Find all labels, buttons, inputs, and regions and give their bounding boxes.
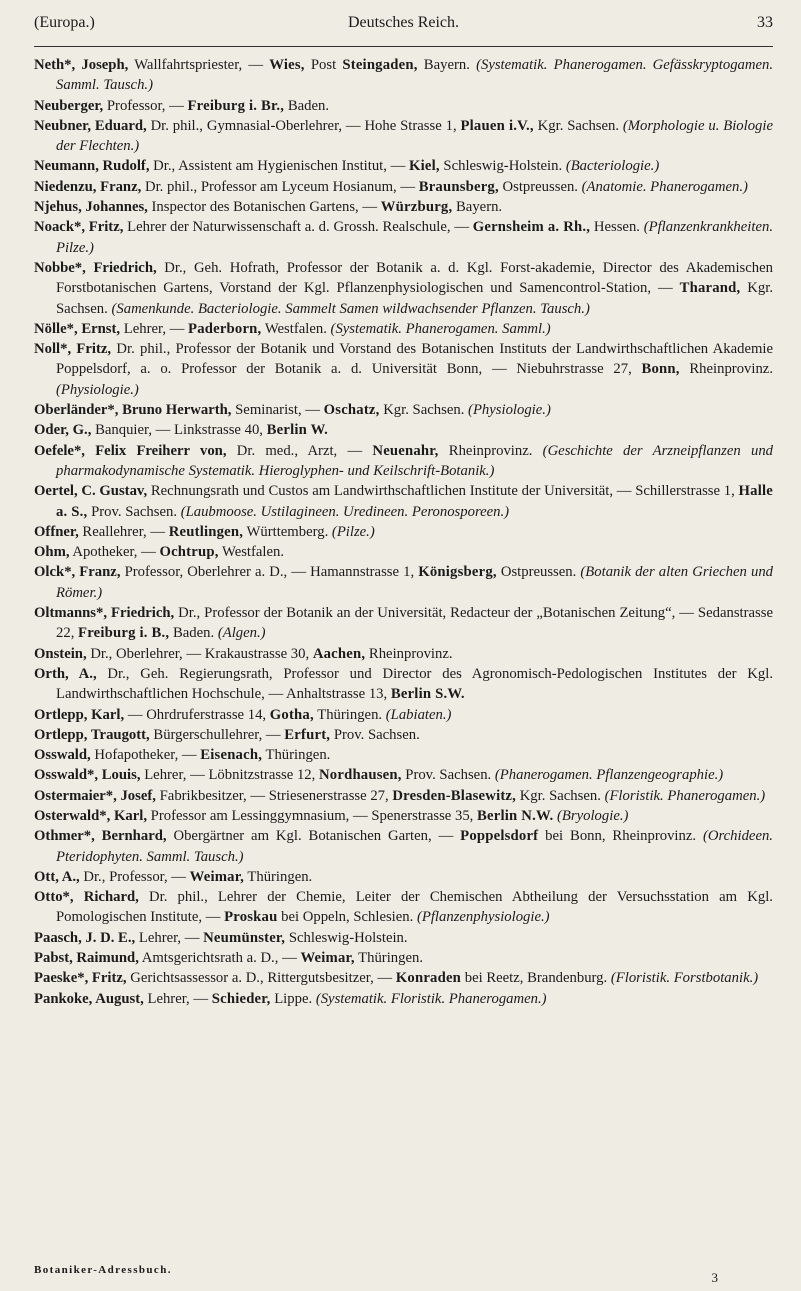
region-label: (Europa.): [34, 14, 95, 31]
directory-entry: [34, 928, 773, 948]
entry-text: Lehrer, —: [143, 990, 212, 1007]
entry-text: Dr. phil., Professor der Botanik und Vorstand des Botanischen Instituts der Landwirthschaftlichen Akademie Poppelsdorf, a. o. Professor der Botanik a. d. Universität Bonn, — Niebuhrstrasse 27,: [56, 341, 774, 378]
entry-text: Fabrikbesitzer, — Striesenerstrasse 27,: [155, 787, 393, 804]
entry-name: Oefele*, Felix Freiherr von,: [34, 442, 227, 459]
entry-name: Onstein,: [34, 645, 87, 662]
entry-text: Seminarist, —: [231, 402, 324, 419]
entry-name: Niedenzu, Franz,: [34, 178, 142, 195]
entry-name: Njehus, Johannes,: [34, 199, 148, 216]
directory-entry: [34, 116, 773, 157]
entry-name: Ortlepp, Traugott,: [34, 726, 150, 743]
entry-text: Ostpreussen.: [496, 564, 581, 581]
entry-name: Osswald*, Louis,: [34, 767, 141, 784]
entry-specialty: (Botanik der alten Griechen und Römer.): [56, 564, 774, 601]
directory-entry: [34, 481, 773, 522]
entry-text: Kgr. Sachsen.: [379, 402, 469, 419]
entry-specialty: (Labiaten.): [385, 706, 452, 723]
entry-place: Poppelsdorf: [460, 828, 539, 845]
entry-place: Freiburg i. B.,: [78, 625, 170, 642]
entry-name: Noack*, Fritz,: [34, 219, 124, 236]
entry-place: Gernsheim a. Rh.,: [472, 219, 591, 236]
directory-entry: [34, 989, 773, 1009]
entry-text: Professor, —: [103, 97, 188, 114]
entry-text: Baden.: [284, 97, 330, 114]
entry-specialty: (Laubmoose. Ustilagineen. Uredineen. Peronosporeen.): [180, 503, 510, 520]
entry-place: Weimar,: [300, 950, 355, 967]
entry-text: Gerichtsassessor a. D., Rittergutsbesitzer, —: [126, 970, 396, 987]
entry-text: Bayern.: [417, 57, 477, 73]
entry-text: Reallehrer, —: [78, 523, 169, 540]
entry-specialty: (Geschichte der Arzneipflanzen und pharmakodynamische Systematik. Hieroglyphen- und Keilschrift-Botanik.): [56, 442, 774, 479]
directory-entry: [34, 339, 773, 400]
entry-text: Ostpreussen.: [498, 178, 582, 195]
entry-place: Berlin W.: [266, 422, 329, 439]
entry-place: Halle a. S.,: [56, 483, 773, 520]
directory-entry: [34, 644, 773, 664]
directory-entry: [34, 400, 773, 420]
entry-text: Amtsgerichtsrath a. D., —: [138, 950, 301, 967]
entry-place: Neuenahr,: [372, 442, 439, 459]
entry-text: Schleswig-Holstein.: [285, 929, 408, 946]
entry-text: Prov. Sachsen.: [401, 767, 495, 784]
page-header: [34, 14, 773, 40]
entry-text: Inspector des Botanischen Gartens, —: [147, 199, 381, 216]
entry-specialty: (Samenkunde. Bacteriologie. Sammelt Samen wildwachsender Pflanzen. Tausch.): [111, 300, 590, 317]
entry-text: Dr. med., Arzt, —: [226, 442, 373, 459]
entry-place: Freiburg i. Br.,: [187, 97, 285, 114]
entry-name: Olck*, Franz,: [34, 564, 121, 581]
entry-name: Nölle*, Ernst,: [34, 320, 121, 337]
entry-specialty: (Systematik. Floristik. Phanerogamen.): [315, 990, 547, 1007]
entry-place: Neumünster,: [203, 929, 286, 946]
entry-place: Eisenach,: [200, 747, 263, 764]
entry-text: Lippe.: [270, 990, 316, 1007]
directory-entry: [34, 562, 773, 603]
entry-specialty: (Pflanzenphysiologie.): [416, 909, 550, 926]
directory-entry: [34, 542, 773, 562]
entry-text: Thüringen.: [354, 950, 423, 967]
directory-entry: [34, 96, 773, 116]
entry-place: Proskau: [224, 909, 278, 926]
directory-entry: [34, 258, 773, 319]
entry-name: Ortlepp, Karl,: [34, 706, 125, 723]
directory-entry: [34, 55, 773, 96]
entry-place: Bonn,: [641, 361, 680, 378]
entry-text: bei Oppeln, Schlesien.: [277, 909, 417, 926]
directory-entry: [34, 806, 773, 826]
entry-name: Orth, A.,: [34, 665, 97, 682]
entry-specialty: (Physiologie.): [468, 402, 551, 419]
entry-text: Rheinprovinz.: [365, 645, 453, 662]
entry-place: Ochtrup,: [159, 544, 219, 561]
entry-name: Ott, A.,: [34, 868, 80, 885]
entry-text: Lehrer, — Löbnitzstrasse 12,: [140, 767, 319, 784]
entry-text: Obergärtner am Kgl. Botanischen Garten, —: [166, 828, 461, 845]
entry-text: Dr., Assistent am Hygienischen Institut, —: [149, 158, 409, 175]
entry-place: Konraden: [395, 970, 462, 987]
entry-name: Oertel, C. Gustav,: [34, 483, 148, 500]
page-footer: [34, 1264, 773, 1286]
entry-name: Pankoke, August,: [34, 990, 144, 1007]
entry-specialty: (Bacteriologie.): [565, 158, 660, 175]
entry-place: Tharand,: [679, 280, 741, 297]
entry-text: Thüringen.: [313, 706, 386, 723]
entry-text: bei Bonn, Rheinprovinz.: [538, 828, 703, 845]
directory-entry: [34, 177, 773, 197]
directory-entry: [34, 725, 773, 745]
entry-text: Professor, Oberlehrer a. D., — Hamannstrasse 1,: [120, 564, 419, 581]
entry-specialty: (Systematik. Phanerogamen. Samml.): [330, 320, 551, 337]
entry-text: Hessen.: [590, 219, 644, 236]
entry-text: Professor am Lessinggymnasium, — Spenerstrasse 35,: [147, 807, 478, 824]
entry-text: Dr., Geh. Regierungsrath, Professor und Director des Agronomisch-Pedologischen Institutes der Kgl. Landwirthschaftlichen Hochschule, — Anhaltstrasse 13,: [56, 665, 773, 703]
entry-specialty: (Floristik. Phanerogamen.): [604, 787, 766, 804]
entry-text: Apotheker, —: [69, 544, 160, 561]
directory-entry: [34, 156, 773, 176]
entry-name: Neubner, Eduard,: [34, 117, 147, 134]
directory-entry: [34, 664, 773, 705]
entry-name: Neth*, Joseph,: [34, 57, 129, 73]
directory-entry: [34, 441, 773, 482]
entry-name: Osterwald*, Karl,: [34, 807, 147, 824]
entry-place: Oschatz,: [323, 402, 380, 419]
entry-name: Ohm,: [34, 544, 70, 561]
entry-text: Schleswig-Holstein.: [439, 158, 566, 175]
entry-place: Weimar,: [189, 868, 244, 885]
entry-text: Wallfahrtspriester, —: [128, 57, 270, 73]
entry-name: Paasch, J. D. E.,: [34, 929, 136, 946]
directory-entry: [34, 217, 773, 258]
entry-place: Nordhausen,: [319, 767, 402, 784]
entry-place: Aachen,: [312, 645, 366, 662]
directory-entry: [34, 603, 773, 644]
entry-place: Gotha,: [269, 706, 314, 723]
directory-entry: [34, 826, 773, 867]
entry-text: Bürgerschullehrer, —: [149, 726, 285, 743]
directory-entry: [34, 867, 773, 887]
entry-text: Bayern.: [452, 199, 503, 216]
entry-text: Kgr. Sachsen.: [56, 280, 773, 317]
entry-text: Dr., Professor, —: [79, 868, 190, 885]
entry-text: Dr. phil., Professor am Lyceum Hosianum, —: [141, 178, 419, 195]
entry-text: Lehrer der Naturwissenschaft a. d. Grossh. Realschule, —: [123, 219, 473, 236]
entry-text: Rheinprovinz.: [679, 361, 773, 378]
entry-name: Noll*, Fritz,: [34, 341, 112, 358]
entry-specialty: (Bryologie.): [557, 807, 629, 824]
entry-specialty: (Algen.): [217, 625, 266, 642]
directory-entry: [34, 420, 773, 440]
entry-name: Osswald,: [34, 747, 91, 764]
entry-text: Dr. phil., Gymnasial-Oberlehrer, — Hohe Strasse 1,: [146, 117, 461, 134]
running-title: Deutsches Reich.: [347, 14, 460, 31]
entry-place: Braunsberg,: [418, 178, 499, 195]
entry-text: Lehrer, —: [135, 929, 204, 946]
entry-text: Lehrer, —: [120, 320, 189, 337]
entry-text: Dr., Oberlehrer, — Krakaustrasse 30,: [86, 645, 313, 662]
entry-name: Neumann, Rudolf,: [34, 158, 150, 175]
entry-text: Rechnungsrath und Custos am Landwirthschaftlichen Institute der Universität, — Schillerstrasse 1,: [147, 483, 739, 500]
directory-entry: [34, 745, 773, 765]
entry-text: bei Reetz, Brandenburg.: [461, 970, 611, 987]
directory-entry: [34, 705, 773, 725]
entry-text: — Ohrdruferstrasse 14,: [124, 706, 270, 723]
entry-text: Hofapotheker, —: [90, 747, 201, 764]
entry-specialty: (Floristik. Forstbotanik.): [610, 970, 759, 987]
entry-place: Steingaden,: [342, 57, 418, 73]
entry-name: Ostermaier*, Josef,: [34, 787, 156, 804]
directory-entry: [34, 786, 773, 806]
entry-name: Pabst, Raimund,: [34, 950, 139, 967]
directory-entry: [34, 319, 773, 339]
entry-place: Paderborn,: [188, 320, 262, 337]
entry-specialty: (Orchideen. Pteridophyten. Samml. Tausch.): [56, 828, 773, 865]
entry-text: Kgr. Sachsen.: [516, 787, 605, 804]
entry-text: Prov. Sachsen.: [87, 503, 181, 520]
entry-text: Dr., Professor der Botanik an der Universität, Redacteur der „Botanischen Zeitung“, — Sedanstrasse 22,: [56, 605, 773, 642]
entry-specialty: (Phanerogamen. Pflanzengeographie.): [494, 767, 724, 784]
entry-text: Dr., Geh. Hofrath, Professor der Botanik a. d. Kgl. Forst-akademie, Director des Akademischen Forstbotanischen Gartens, Vorstand der Kgl. Pflanzenphysiologischen und Samencontrol-Station, —: [56, 259, 773, 297]
signature-mark: 3: [711, 1270, 718, 1285]
directory-entry: [34, 197, 773, 217]
entry-place: Plauen i.V.,: [460, 117, 534, 134]
entry-name: Neuberger,: [34, 97, 104, 114]
entry-place: Erfurt,: [284, 726, 331, 743]
entry-text: Rheinprovinz.: [438, 442, 543, 459]
entry-name: Oder, G.,: [34, 422, 92, 439]
entry-text: Thüringen.: [243, 868, 313, 885]
directory-entry: [34, 887, 773, 928]
entry-text: Dr. phil., Lehrer der Chemie, Leiter der Chemischen Abtheilung der Versuchsstation am Kgl. Pomologischen Institute, —: [56, 889, 773, 926]
entry-text: Banquier, — Linkstrasse 40,: [91, 422, 267, 439]
entry-specialty: (Anatomie. Phanerogamen.): [581, 178, 748, 195]
entry-name: Oberländer*, Bruno Herwarth,: [34, 402, 232, 419]
entry-place: Kiel,: [408, 158, 440, 175]
directory-entry: [34, 522, 773, 542]
entry-place: Reutlingen,: [168, 523, 244, 540]
entry-specialty: (Pilze.): [331, 523, 375, 540]
entry-text: Kgr. Sachsen.: [533, 117, 623, 134]
entry-place: Wies,: [269, 57, 305, 73]
entry-name: Nobbe*, Friedrich,: [34, 259, 157, 276]
entry-specialty: (Morphologie u. Biologie der Flechten.): [56, 117, 773, 155]
directory-entry: [34, 968, 773, 988]
entry-name: Paeske*, Fritz,: [34, 970, 127, 987]
entry-name: Offner,: [34, 523, 79, 540]
entry-specialty: (Systematik. Phanerogamen. Gefässkryptogamen. Samml. Tausch.): [56, 57, 774, 94]
entry-place: Berlin S.W.: [390, 686, 465, 703]
entry-place: Schieder,: [211, 990, 271, 1007]
header-rule: [34, 46, 773, 47]
entry-specialty: (Physiologie.): [56, 381, 139, 398]
entry-text: Post: [304, 57, 343, 73]
entry-specialty: (Pflanzenkrankheiten. Pilze.): [56, 219, 773, 256]
entry-place: Berlin N.W.: [477, 807, 554, 824]
entry-place: Dresden-Blasewitz,: [392, 787, 517, 804]
entry-name: Othmer*, Bernhard,: [34, 828, 167, 845]
page-number: 33: [757, 14, 773, 31]
entry-text: Westfalen.: [261, 320, 331, 337]
entry-place: Würzburg,: [380, 199, 453, 216]
entry-place: Königsberg,: [418, 564, 497, 581]
directory-entry: [34, 948, 773, 968]
entry-text: Baden.: [169, 625, 218, 642]
book-title: Botaniker-Adressbuch.: [34, 1264, 172, 1276]
directory-entry: [34, 765, 773, 785]
entry-text: Württemberg.: [243, 523, 332, 540]
entry-text: Prov. Sachsen.: [330, 726, 420, 743]
entry-name: Oltmanns*, Friedrich,: [34, 605, 175, 622]
entry-name: Otto*, Richard,: [34, 889, 139, 906]
entry-text: Thüringen.: [262, 747, 331, 764]
directory-entries: [34, 55, 773, 1009]
entry-text: Westfalen.: [218, 544, 285, 561]
